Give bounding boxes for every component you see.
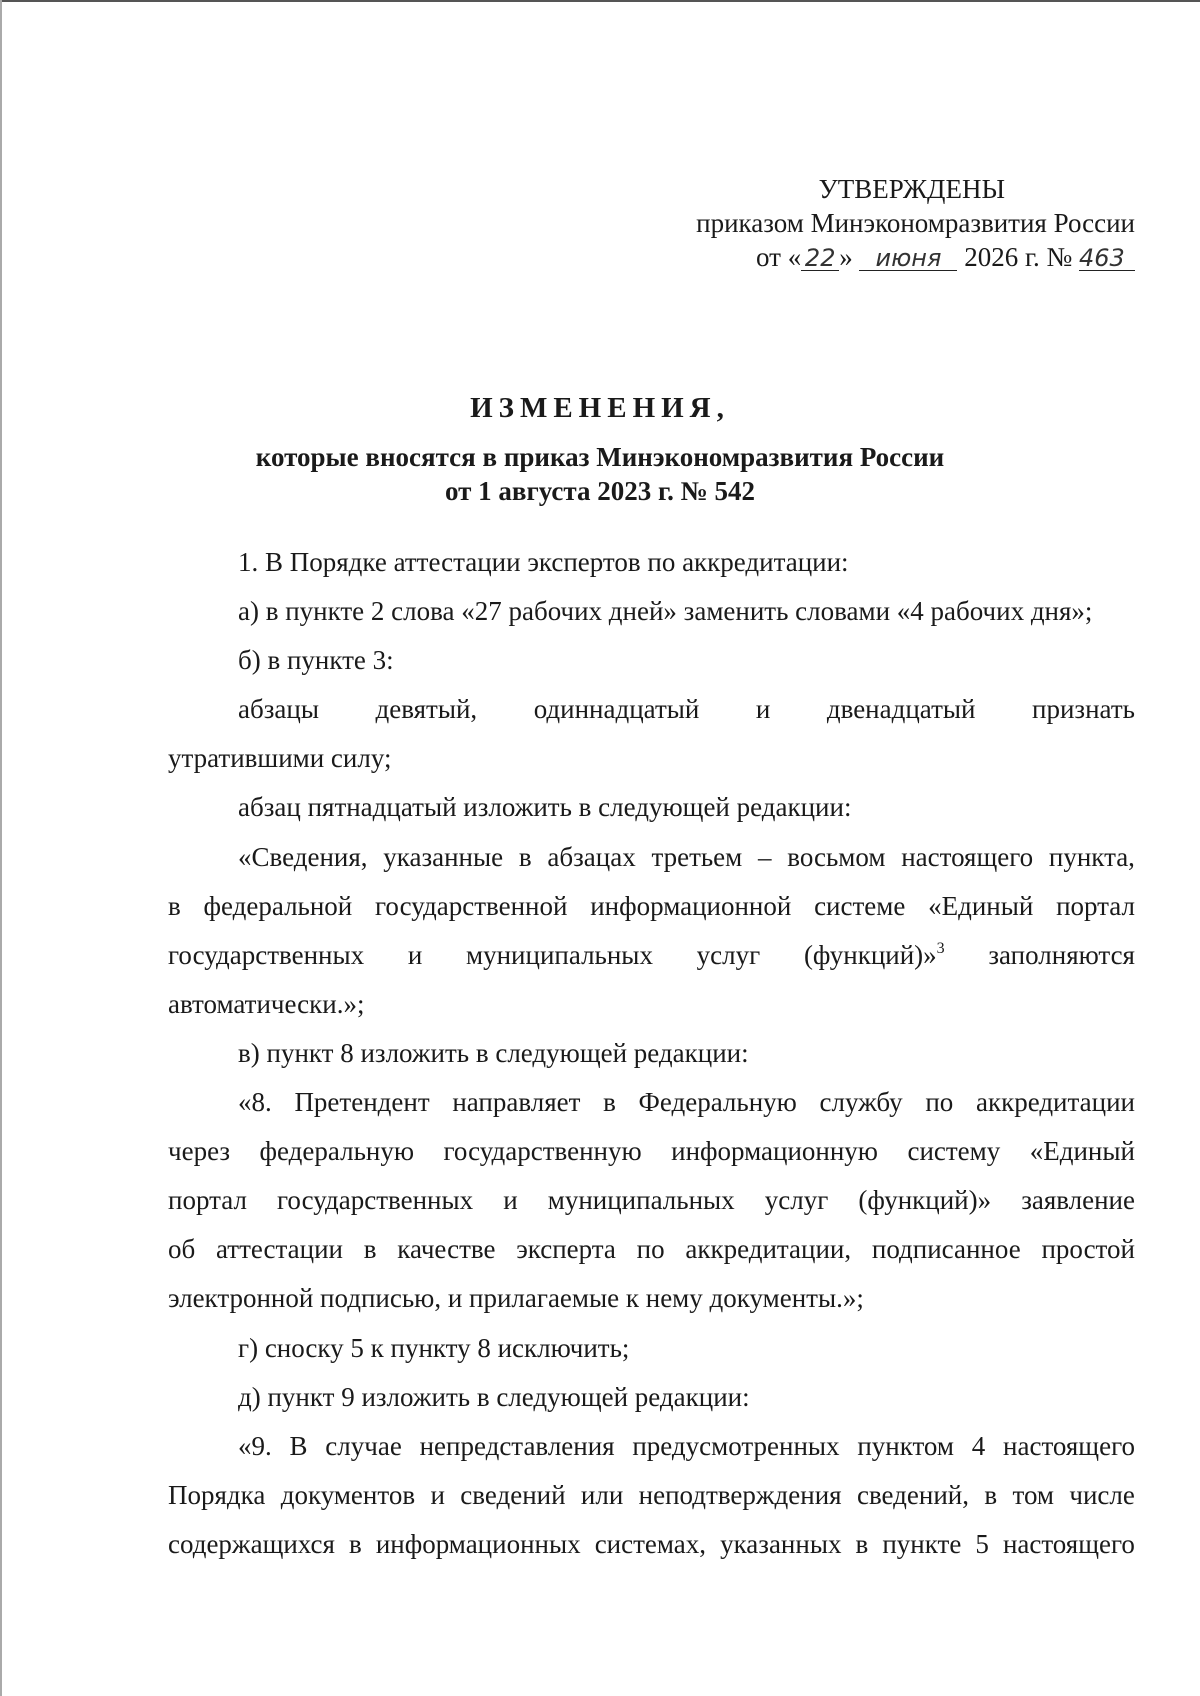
body-line-20 [168, 1471, 1135, 1520]
word: государственных [168, 939, 365, 970]
word: «Единый [928, 890, 1034, 921]
word: подписанное [871, 1234, 1021, 1265]
word: (функций)»$^3$ [803, 939, 945, 970]
handwritten-number: 463 [1079, 246, 1135, 271]
word: аккредитации, [685, 1234, 852, 1265]
word: неподтверждения [638, 1479, 842, 1510]
body-line-19 [168, 1422, 1135, 1471]
body-line-4 [168, 685, 1135, 734]
word: девятый, [375, 694, 478, 725]
word: абзацы [238, 694, 319, 725]
word: в [984, 1479, 998, 1510]
body-line-1: 1. В Порядке аттестации экспертов по аккредитации: [238, 547, 849, 577]
body-line-13 [168, 1127, 1135, 1176]
body-line-12 [168, 1078, 1135, 1127]
word: информационной [590, 890, 792, 921]
footnote-marker: 3 [936, 939, 945, 957]
approval-date-line [696, 240, 1135, 274]
handwritten-day: 22 [801, 246, 839, 271]
word: предусмотренных [632, 1430, 840, 1461]
word: – [758, 841, 772, 872]
word: заполняются [988, 939, 1135, 970]
word: числе [1069, 1479, 1135, 1510]
body-line-17: г) сноску 5 к пункту 8 исключить; [238, 1332, 630, 1363]
word: Претендент [294, 1087, 430, 1118]
word: системах, [594, 1528, 707, 1559]
word: документов [280, 1479, 416, 1510]
word: государственную [443, 1136, 642, 1167]
word: пунктом [857, 1430, 954, 1461]
subtitle-line-1: которые вносятся в приказ Минэкономразвития России [255, 442, 945, 472]
word: одиннадцатый [533, 694, 700, 725]
word: систему [907, 1136, 1001, 1167]
word: муниципальных [547, 1185, 735, 1216]
word: настоящего [1003, 1430, 1135, 1461]
word: (функций)» [858, 1185, 992, 1216]
scan-edge-left [0, 0, 2, 1696]
word: настоящего [1002, 1528, 1135, 1559]
word: в [518, 841, 532, 872]
word: и [407, 939, 423, 970]
word: заявление [1021, 1185, 1135, 1216]
word: восьмом [787, 841, 886, 872]
word: в [855, 1528, 869, 1559]
word: и [503, 1185, 518, 1216]
body-line-10: автоматически.»; [168, 988, 365, 1019]
word: аккредитации [975, 1087, 1135, 1118]
scan-edge-top [0, 0, 1200, 2]
word: в [363, 1234, 377, 1265]
word: государственных [277, 1185, 474, 1216]
body-line-5: утратившими силу; [168, 743, 392, 774]
subtitle-line-2: от 1 августа 2023 г. № 542 [444, 476, 756, 506]
word: настоящего [901, 841, 1034, 872]
word: направляет [452, 1087, 581, 1118]
word: или [580, 1479, 624, 1510]
word: случае [325, 1430, 402, 1461]
word: услуг [764, 1185, 829, 1216]
word: качестве [397, 1234, 496, 1265]
word: портал [1056, 890, 1135, 921]
word: непредставления [419, 1430, 615, 1461]
word: аттестации [216, 1234, 343, 1265]
word: в [603, 1087, 616, 1118]
document-body [168, 538, 1135, 1569]
word: через [168, 1136, 231, 1167]
word: эксперта [516, 1234, 616, 1265]
word: портал [168, 1185, 247, 1216]
word: «9. [238, 1430, 272, 1461]
body-line-2: а) в пункте 2 слова «27 рабочих дней» заменить словами «4 рабочих дня»; [238, 596, 1093, 627]
word: сведений, [856, 1479, 969, 1510]
word: признать [1032, 694, 1135, 725]
word: «8. [238, 1087, 272, 1118]
word: указанные [383, 841, 504, 872]
body-line-9 [168, 931, 1135, 980]
word: 5 [975, 1528, 989, 1559]
date-year: 2026 г. № [964, 242, 1073, 272]
word: пункта, [1048, 841, 1135, 872]
body-line-8 [168, 882, 1135, 931]
word: по [636, 1234, 665, 1265]
word: об [168, 1234, 196, 1265]
word: в [168, 890, 181, 921]
word: и [430, 1479, 445, 1510]
word: Федеральную [638, 1087, 797, 1118]
handwritten-month: июня [859, 246, 957, 271]
word: абзацах [547, 841, 636, 872]
word: пункте [882, 1528, 962, 1559]
date-prefix: от « [756, 242, 802, 272]
body-line-14 [168, 1176, 1135, 1225]
word: системе [814, 890, 906, 921]
date-mid: » [839, 242, 853, 272]
word: третьем [651, 841, 743, 872]
word: службу [819, 1087, 903, 1118]
body-line-21 [168, 1520, 1135, 1569]
body-line-7 [168, 833, 1135, 882]
word: федеральной [203, 890, 353, 921]
word: простой [1041, 1234, 1135, 1265]
body-line-15 [168, 1225, 1135, 1274]
body-line-3: б) в пункте 3: [238, 645, 394, 676]
word: сведений [460, 1479, 566, 1510]
word: том [1012, 1479, 1055, 1510]
word: двенадцатый [826, 694, 976, 725]
document-subtitle [0, 440, 1200, 508]
word: муниципальных [466, 939, 653, 970]
body-line-11: в) пункт 8 изложить в следующей редакции: [238, 1037, 749, 1068]
word: услуг [696, 939, 761, 970]
word: «Сведения, [238, 841, 368, 872]
word: по [925, 1087, 954, 1118]
document-title: ИЗМЕНЕНИЯ, [470, 392, 730, 424]
word: В [289, 1430, 308, 1461]
approval-stamp [696, 172, 1135, 274]
word: Порядка [168, 1479, 266, 1510]
word: «Единый [1029, 1136, 1135, 1167]
body-line-16: электронной подписью, и прилагаемые к нему документы.»; [168, 1283, 864, 1314]
word: указанных [720, 1528, 842, 1559]
word: информационную [671, 1136, 878, 1167]
body-line-18: д) пункт 9 изложить в следующей редакции: [238, 1381, 750, 1412]
word: информационных [375, 1528, 581, 1559]
word: и [755, 694, 771, 725]
body-line-6: абзац пятнадцатый изложить в следующей редакции: [238, 792, 852, 823]
word: государственной [375, 890, 568, 921]
approval-heading: УТВЕРЖДЕНЫ [818, 174, 1005, 204]
word: в [349, 1528, 362, 1559]
word: 4 [971, 1430, 986, 1461]
word: содержащихся [168, 1528, 335, 1559]
approval-authority: приказом Минэкономразвития России [696, 208, 1135, 238]
word: федеральную [259, 1136, 415, 1167]
